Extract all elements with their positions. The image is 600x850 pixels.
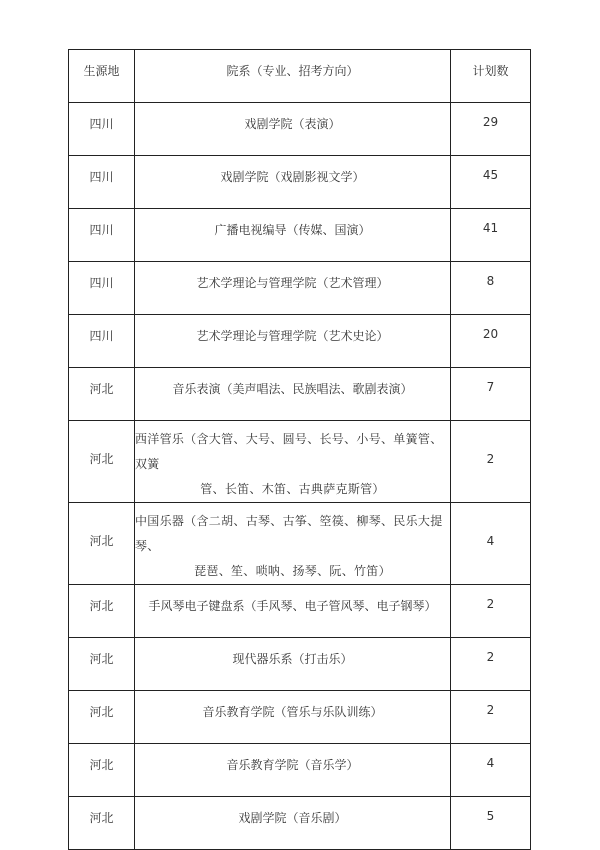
- cell-department: [135, 503, 451, 585]
- cell-origin: 河北: [69, 585, 135, 638]
- cell-department: 音乐教育学院（音乐学）: [135, 744, 451, 797]
- cell-origin: 四川: [69, 103, 135, 156]
- cell-department: 戏剧学院（音乐剧）: [135, 797, 451, 850]
- cell-department: 广播电视编导（传媒、国演）: [135, 209, 451, 262]
- cell-department: 现代器乐系（打击乐）: [135, 638, 451, 691]
- cell-origin: 四川: [69, 315, 135, 368]
- table-header-row: [69, 50, 531, 103]
- cell-quota: 2: [451, 638, 531, 691]
- cell-origin: 河北: [69, 638, 135, 691]
- header-origin: 生源地: [69, 50, 135, 103]
- cell-department: 艺术学理论与管理学院（艺术史论）: [135, 315, 451, 368]
- enrollment-plan-table: [68, 49, 531, 850]
- table-row: [69, 262, 531, 315]
- table-row: [69, 503, 531, 585]
- cell-quota: 7: [451, 368, 531, 421]
- cell-quota: 4: [451, 503, 531, 585]
- table-row: [69, 209, 531, 262]
- table-row: [69, 638, 531, 691]
- cell-quota: 29: [451, 103, 531, 156]
- department-line-1: 中国乐器（含二胡、古琴、古筝、箜篌、柳琴、民乐大提琴、: [135, 514, 443, 553]
- table-row: [69, 315, 531, 368]
- cell-origin: 四川: [69, 156, 135, 209]
- cell-quota: 20: [451, 315, 531, 368]
- cell-quota: 2: [451, 691, 531, 744]
- table-row: [69, 691, 531, 744]
- cell-quota: 5: [451, 797, 531, 850]
- cell-quota: 4: [451, 744, 531, 797]
- cell-origin: 河北: [69, 691, 135, 744]
- table-row: [69, 585, 531, 638]
- cell-department: 音乐表演（美声唱法、民族唱法、歌剧表演）: [135, 368, 451, 421]
- cell-department: [135, 421, 451, 503]
- cell-department: 手风琴电子键盘系（手风琴、电子管风琴、电子钢琴）: [135, 585, 451, 638]
- cell-origin: 河北: [69, 744, 135, 797]
- department-line-1: 西洋管乐（含大管、大号、圆号、长号、小号、单簧管、双簧: [135, 432, 443, 471]
- table-row: [69, 744, 531, 797]
- cell-origin: 河北: [69, 503, 135, 585]
- table-row: [69, 421, 531, 503]
- cell-origin: 四川: [69, 262, 135, 315]
- cell-origin: 河北: [69, 421, 135, 503]
- cell-department: 戏剧学院（表演）: [135, 103, 451, 156]
- table-row: [69, 797, 531, 850]
- cell-quota: 45: [451, 156, 531, 209]
- cell-department: 戏剧学院（戏剧影视文学）: [135, 156, 451, 209]
- department-line-2: 管、长笛、木笛、古典萨克斯管）: [200, 482, 385, 496]
- table-row: [69, 156, 531, 209]
- department-line-2: 琵琶、笙、唢呐、扬琴、阮、竹笛）: [194, 564, 391, 578]
- cell-department: 音乐教育学院（管乐与乐队训练）: [135, 691, 451, 744]
- cell-quota: 2: [451, 585, 531, 638]
- cell-quota: 41: [451, 209, 531, 262]
- cell-quota: 8: [451, 262, 531, 315]
- cell-origin: 河北: [69, 368, 135, 421]
- header-department: 院系（专业、招考方向）: [135, 50, 451, 103]
- cell-origin: 河北: [69, 797, 135, 850]
- cell-origin: 四川: [69, 209, 135, 262]
- table-row: [69, 368, 531, 421]
- table-row: [69, 103, 531, 156]
- header-quota: 计划数: [451, 50, 531, 103]
- cell-quota: 2: [451, 421, 531, 503]
- cell-department: 艺术学理论与管理学院（艺术管理）: [135, 262, 451, 315]
